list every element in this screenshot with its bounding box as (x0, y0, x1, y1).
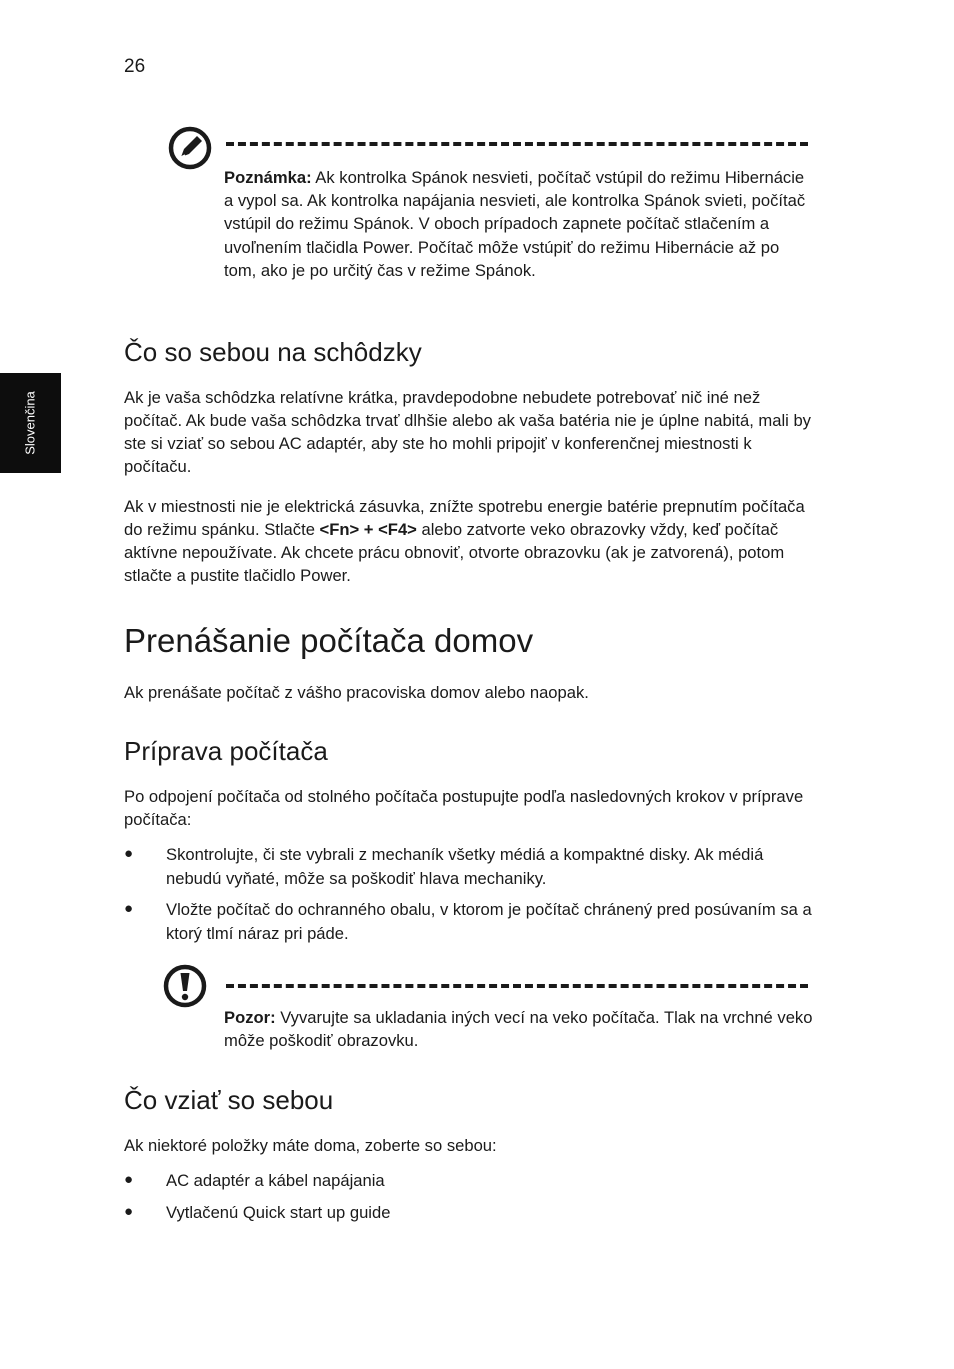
note-body: Ak kontrolka Spánok nesvieti, počítač vstúpil do režimu Hibernácie a vypol sa. Ak kontrolka napájania nesvieti, ale kontrolka Spánok svieti, počítač vstúpil do režimu Spánok. V oboch prípadoch zapnete počítač stlačením a uvoľnením tlačidla Power. Počítač môže vstúpiť do režimu Hibernácie až po tom, ako je po určitý čas v režime Spánok. (224, 168, 806, 280)
bullet-marker: ● (124, 1171, 134, 1188)
list-item: Vytlačenú Quick start up guide (166, 1203, 391, 1222)
p2-after: alebo zatvorte veko obrazovky vždy, keď počítač aktívne nepoužívate. Ak chcete prácu obnoviť, otvorte obrazovku (ak je zatvorená), potom stlačte a pustite tlačidlo Power. (124, 520, 785, 585)
list-item: Skontrolujte, či ste vybrali z mechaník všetky médiá a kompaktné disky. Ak médiá nebudú vyňaté, môže sa poškodiť hlava mechaniky. (166, 845, 764, 888)
caution-divider (226, 984, 808, 988)
caution-text (224, 1006, 814, 1052)
note-label: Poznámka: (224, 168, 312, 187)
list-item: AC adaptér a kábel napájania (166, 1171, 385, 1190)
list-item: Vložte počítač do ochranného obalu, v ktorom je počítač chránený pred posúvaním sa a ktorý tlmí náraz pri páde. (166, 900, 812, 943)
prepare-intro: Po odpojení počítača od stolného počítača postupujte podľa nasledovných krokov v príprave počítača: (124, 787, 804, 829)
heading-prepare: Príprava počítača (124, 736, 328, 766)
note-text (224, 166, 814, 282)
side-tab-label: Slovenčina (22, 391, 38, 455)
heading-home: Prenášanie počítača domov (124, 622, 534, 659)
p2-before: Ak v miestnosti nie je elektrická zásuvka, znížte spotrebu energie batérie prepnutím počítača do režimu spánku. Stlačte (124, 497, 805, 539)
bullet-marker: ● (124, 900, 134, 917)
note-divider (226, 142, 808, 146)
caution-body: Vyvarujte sa ukladania iných vecí na veko počítača. Tlak na vrchné veko môže poškodiť obrazovku. (224, 1008, 813, 1051)
exclamation-icon (163, 964, 207, 1008)
language-side-tab (0, 373, 61, 473)
meetings-paragraph-2 (124, 495, 814, 587)
bullet-marker: ● (124, 845, 134, 862)
key-combo: <Fn> + <F4> (319, 520, 417, 539)
take-intro: Ak niektoré položky máte doma, zoberte so sebou: (124, 1136, 497, 1155)
page-number: 26 (124, 56, 146, 77)
bullet-marker: ● (124, 1203, 134, 1220)
note-pen-icon (168, 126, 212, 170)
caution-label: Pozor: (224, 1008, 276, 1027)
heading-take: Čo vziať so sebou (124, 1085, 334, 1115)
home-intro: Ak prenášate počítač z vášho pracoviska domov alebo naopak. (124, 683, 589, 702)
heading-meetings: Čo so sebou na schôdzky (124, 337, 422, 367)
meetings-paragraph-1: Ak je vaša schôdzka relatívne krátka, pravdepodobne nebudete potrebovať nič iné než počítač. Ak bude vaša schôdzka trvať dlhšie alebo ak vaša batéria nie je úplne nabitá, mali by ste si vziať so sebou AC adaptér, aby ste ho mohli pripojiť v konferenčnej miestnosti k počítaču. (124, 388, 811, 476)
